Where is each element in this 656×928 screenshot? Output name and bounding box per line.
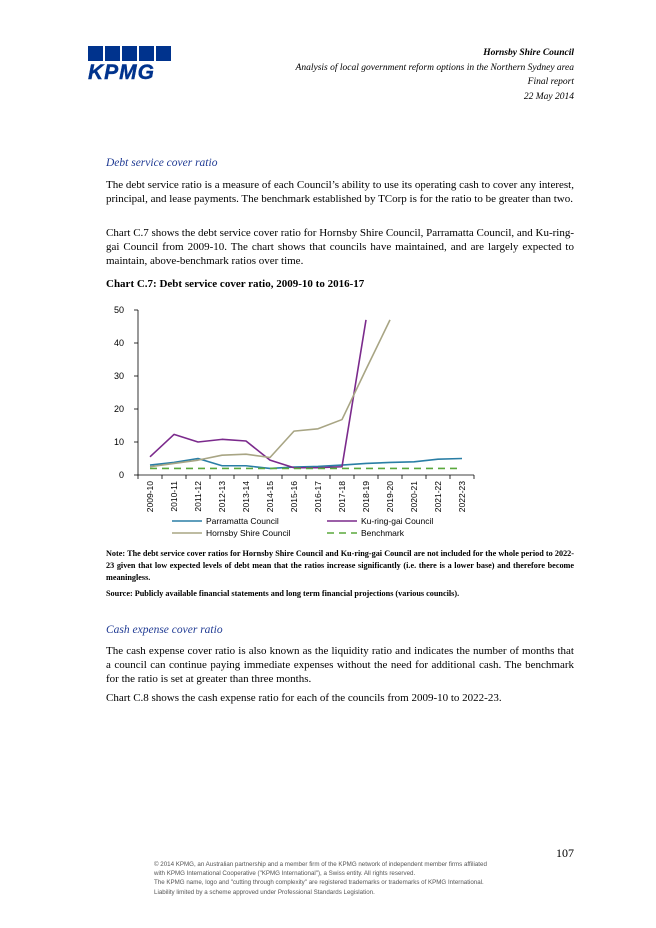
x-tick-label: 2015-16 — [289, 481, 299, 513]
x-tick-label: 2020-21 — [409, 481, 419, 513]
x-tick-label: 2016-17 — [313, 481, 323, 513]
logo-block-5 — [156, 46, 171, 61]
y-tick-label: 50 — [113, 305, 124, 315]
paragraph-cash-expense-1: The cash expense cover ratio is also known as the liquidity ratio and indicates the number of months that a council can continue paying immediate expenses without the need for additional cash. The benchmark for the ratio is set at greater than three months. — [106, 645, 574, 686]
y-tick-label: 30 — [113, 371, 124, 381]
x-tick-label: 2019-20 — [385, 481, 395, 513]
logo-block-1 — [88, 46, 103, 61]
x-tick-label: 2021-22 — [433, 481, 443, 513]
footer-line-2: with KPMG International Cooperative ("KPMG International"), a Swiss entity. All rights reserved. — [154, 870, 416, 878]
footer-line-1: © 2014 KPMG, an Australian partnership and a member firm of the KPMG network of independent member firms affiliated — [154, 861, 487, 868]
x-tick-label: 2014-15 — [265, 481, 275, 513]
page-footer — [154, 860, 574, 897]
chart-source: Source: Publicly available financial statements and long term financial projections (various councils). — [106, 589, 460, 598]
x-tick-label: 2012-13 — [217, 481, 227, 513]
x-tick-label: 2011-12 — [193, 481, 203, 512]
kpmg-logo — [88, 46, 172, 82]
logo-block-2 — [105, 46, 120, 61]
y-tick-label: 40 — [113, 338, 124, 348]
y-tick-label: 0 — [118, 470, 124, 480]
header-report: Final report — [527, 77, 574, 87]
logo-block-3 — [122, 46, 137, 61]
x-tick-label: 2013-14 — [241, 481, 251, 513]
x-tick-label: 2017-18 — [337, 481, 347, 513]
x-tick-label: 2010-11 — [169, 481, 179, 512]
footer-line-3: The KPMG name, logo and "cutting through complexity" are registered trademarks or trademarks of KPMG International. — [154, 879, 484, 887]
footer-line-4: Liability limited by a scheme approved under Professional Standards Legislation. — [154, 888, 375, 896]
x-tick-label: 2018-19 — [361, 481, 371, 513]
logo-block-4 — [139, 46, 154, 61]
chart-note: Note: The debt service cover ratios for Hornsby Shire Council and Ku-ring-gai Council are not included for the whole period to 2022-23 given that low expected levels of debt mean that the ratios increase significantly (i.e. there is a lower base) and therefore become meaningless. — [106, 549, 574, 582]
x-tick-label: 2022-23 — [457, 481, 467, 513]
page-header — [296, 46, 574, 104]
header-date: 22 May 2014 — [523, 91, 574, 102]
y-tick-label: 20 — [113, 404, 124, 414]
series-line-hornsby-shire-council — [150, 320, 390, 467]
header-subtitle: Analysis of local government reform options in the Northern Sydney area — [295, 62, 574, 73]
y-tick-label: 10 — [113, 437, 124, 447]
legend-label-benchmark: Benchmark — [361, 528, 404, 538]
legend-label-hornsby-shire-council: Hornsby Shire Council — [206, 528, 291, 538]
paragraph-cash-expense-2: Chart C.8 shows the cash expense ratio for each of the councils from 2009-10 to 2022-23. — [106, 692, 502, 704]
paragraph-debt-service-1: The debt service ratio is a measure of each Council’s ability to use its operating cash to cover any interest, principal, and lease payments. The benchmark established by TCorp is for the ratio to be greater than two. — [106, 179, 574, 206]
legend-label-parramatta-council: Parramatta Council — [206, 516, 279, 526]
chart-title: Chart C.7: Debt service cover ratio, 2009-10 to 2016-17 — [106, 278, 365, 290]
paragraph-debt-service-2: Chart C.7 shows the debt service cover ratio for Hornsby Shire Council, Parramatta Council, and Ku-ring-gai Council from 2009-10. The chart shows that councils have maintained, and are largely expected to maintain, above-benchmark ratios over time. — [106, 227, 574, 268]
debt-service-chart — [92, 300, 492, 550]
logo-text: KPMG — [88, 61, 155, 82]
series-line-ku-ring-gai-council — [150, 320, 366, 468]
x-tick-label: 2009-10 — [145, 481, 155, 513]
page-number: 107 — [556, 846, 574, 860]
section-heading-debt-service: Debt service cover ratio — [106, 157, 218, 169]
section-heading-cash-expense: Cash expense cover ratio — [106, 624, 223, 636]
header-org: Hornsby Shire Council — [483, 48, 574, 58]
legend-label-ku-ring-gai-council: Ku-ring-gai Council — [361, 516, 434, 526]
